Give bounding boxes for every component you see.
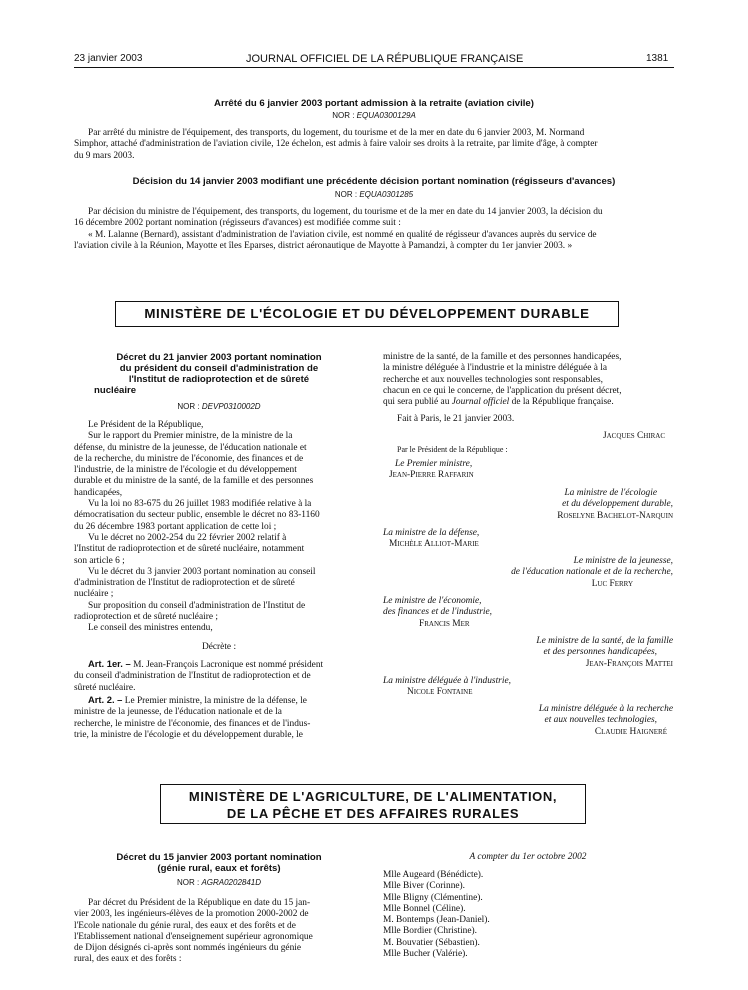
signatory-role: Le ministre de l'économie,	[383, 596, 482, 606]
body-line: l'industrie, de la ministre de l'écologie et du développement	[74, 465, 297, 476]
body-line: 16 décembre 2002 portant nomination (régisseurs d'avances) est modifiée comme suit :	[74, 218, 401, 229]
signatory-name: Michèle Alliot-Marie	[389, 539, 479, 550]
list-item: Mlle Bucher (Valérie).	[383, 949, 468, 960]
signatory-role: Le ministre de la santé, de la famille	[536, 636, 673, 646]
body-line: vier 2003, les ingénieurs-élèves de la promotion 2000-2002 de	[74, 909, 309, 920]
nominees-list	[383, 870, 673, 960]
signatory-name: Claudie Haigneré	[594, 726, 667, 737]
list-item: M. Bouvatier (Sébastien).	[383, 937, 480, 948]
list-item: Mlle Bonnel (Céline).	[383, 903, 466, 914]
body-line: l'aviation civile à la Réunion, Mayotte et îles Eparses, district aéronautique de Mayotte à Pamandzi, à compter du 1er janvier 2003. »	[74, 240, 573, 251]
body-line: du 9 mars 2003.	[74, 150, 135, 161]
body-line: l'Etablissement national d'enseignement supérieur agronomique	[74, 931, 313, 942]
decret-genie-rural-title	[74, 852, 364, 874]
title-line: nucléaire	[94, 385, 137, 396]
body-line: rural, des eaux et des forêts :	[74, 954, 182, 965]
nor-label: NOR :	[177, 402, 200, 411]
article-1	[74, 658, 364, 694]
nor-label: NOR :	[334, 190, 358, 199]
body-line: démocratisation du secteur public, ensemble le décret no 83-1160	[74, 510, 320, 521]
decret-radioprotection-title	[74, 352, 364, 396]
body-line: l'Ecole nationale du génie rural, des eaux et des forêts et de	[74, 920, 296, 931]
body-line: Par décision du ministre de l'équipement, des transports, du logement, du tourisme et de la mer en date du 14 janvier 2003, la décision du	[88, 207, 603, 217]
decret-radioprotection-preamble	[74, 420, 364, 635]
nor-label: NOR :	[332, 111, 355, 120]
signatory-role: La ministre de l'écologie	[564, 488, 657, 498]
title-line: Décret du 21 janvier 2003 portant nomination	[116, 352, 322, 363]
signature-economie	[383, 596, 492, 630]
body-line: de la recherche, du ministre de l'économie, des finances et de	[74, 453, 304, 464]
body-line: Vu la loi no 83-675 du 26 juillet 1983 modifiée relative à la	[88, 499, 312, 510]
list-item: Mlle Augeard (Bénédicte).	[383, 870, 484, 880]
body-line: Vu le décret no 2002-254 du 22 février 2002 relatif à	[88, 532, 287, 543]
nor-code: AGRA0202841D	[201, 878, 262, 887]
title-line: (génie rural, eaux et forêts)	[157, 863, 281, 874]
header-journal-title: JOURNAL OFFICIEL DE LA RÉPUBLIQUE FRANÇAISE	[246, 53, 524, 65]
body-line: la ministre déléguée à l'industrie et la ministre déléguée à la	[383, 363, 607, 374]
signatory-name: Roselyne Bachelot-Narquin	[557, 510, 673, 521]
article-label: Art. 2. –	[88, 694, 123, 705]
list-item: Mlle Bordier (Christine).	[383, 926, 477, 937]
body-line: de la République française.	[511, 397, 614, 408]
body-line: radioprotection et de sûreté nucléaire ;	[74, 612, 218, 623]
signature-defense	[383, 528, 479, 551]
ministry-agriculture-heading	[160, 784, 586, 824]
decision-title: Décision du 14 janvier 2003 modifiant une précédente décision portant nomination (régisseurs d'avances)	[132, 176, 616, 187]
signatory-role: La ministre déléguée à la recherche	[538, 704, 673, 714]
decret-genie-rural-nor	[74, 878, 364, 887]
body-line: Par décret du Président de la République en date du 15 jan-	[88, 898, 311, 908]
body-line: Par arrêté du ministre de l'équipement, des transports, du logement, du tourisme et de la mer en date du 6 janvier 2003, M. Normand	[88, 128, 585, 138]
body-line: handicapées,	[74, 487, 123, 498]
body-line: de Dijon désignés ci-après sont nommés ingénieurs du génie	[74, 943, 302, 954]
title-line: du président du conseil d'administration de	[119, 363, 319, 374]
signatory-role: La ministre déléguée à l'industrie,	[383, 676, 511, 686]
heading-line: DE LA PÊCHE ET DES AFFAIRES RURALES	[226, 806, 520, 821]
header-date: 23 janvier 2003	[74, 53, 143, 64]
par-le-president: Par le Président de la République :	[397, 445, 508, 454]
body-line: du 26 décembre 1983 portant application de cette loi ;	[74, 521, 277, 532]
signatory-name: Nicole Fontaine	[407, 687, 473, 698]
nor-code: EQUA0301285	[359, 190, 414, 199]
body-line: l'Institut de radioprotection et de sûreté nucléaire, notamment	[74, 544, 305, 555]
body-line: Sur proposition du conseil d'administration de l'Institut de	[88, 600, 306, 611]
signatory-role: La ministre de la défense,	[383, 528, 480, 538]
nor-code: EQUA0300129A	[356, 111, 416, 120]
body-line: d'administration de l'Institut de radioprotection et de sûreté	[74, 578, 295, 589]
body-line: « M. Lalanne (Bernard), assistant d'administration de l'aviation civile, est nommé en qualité de régisseur d'avances auprès du service de	[88, 229, 597, 240]
heading-line: MINISTÈRE DE L'AGRICULTURE, DE L'ALIMENTATION,	[188, 789, 558, 804]
signatory-role: Le Premier ministre,	[395, 459, 473, 469]
body-line: Simphor, attaché d'administration de l'aviation civile, 12e échelon, est admis à faire valoir ses droits à la retraite, par limite d'âge, à compter	[74, 139, 598, 150]
decision-body	[74, 207, 674, 252]
title-line: Décret du 15 janvier 2003 portant nomination	[116, 852, 322, 863]
signatory-role: de l'éducation nationale et de la recherche,	[511, 567, 673, 578]
signature-sante	[383, 636, 673, 670]
nor-code: DEVP0310002D	[201, 402, 261, 411]
signature-ecologie	[383, 488, 673, 522]
body-line: qui sera publié au	[383, 397, 450, 408]
a-compter-heading: A compter du 1er octobre 2002	[469, 852, 587, 862]
body-line: Le Président de la République,	[88, 420, 204, 430]
title-line: l'Institut de radioprotection et de sûreté	[128, 374, 310, 385]
body-line: recherche et aux nouvelles technologies sont responsables,	[383, 374, 603, 385]
body-line: son article 6 ;	[74, 555, 125, 566]
header-page-number: 1381	[646, 53, 669, 64]
signatory-name: Jean-Pierre Raffarin	[389, 470, 474, 481]
arrete-title: Arrêté du 6 janvier 2003 portant admission à la retraite (aviation civile)	[214, 98, 534, 109]
ministry-ecologie-heading: MINISTÈRE DE L'ÉCOLOGIE ET DU DÉVELOPPEMENT DURABLE	[115, 301, 619, 327]
nor-label: NOR :	[176, 878, 200, 887]
signature-premier-ministre	[389, 459, 474, 482]
body-line: Vu le décret du 3 janvier 2003 portant nomination au conseil	[88, 566, 316, 577]
fait-a-paris: Fait à Paris, le 21 janvier 2003.	[397, 414, 515, 424]
decret-radioprotection-nor	[74, 402, 364, 411]
signatory-name: Luc Ferry	[591, 578, 633, 589]
list-item: M. Bontemps (Jean-Daniel).	[383, 915, 490, 926]
signatory-name: Jean-François Mattei	[585, 658, 673, 669]
body-line: chacun en ce qui le concerne, de l'application du présent décret,	[383, 385, 622, 396]
list-item: Mlle Biver (Corinne).	[383, 881, 466, 892]
signature-jeunesse	[383, 556, 673, 590]
body-line: ministre de la jeunesse, de l'éducation nationale et de la	[74, 707, 282, 718]
article-2-continued	[383, 352, 673, 408]
header-rule	[74, 67, 674, 68]
arrete-nor	[74, 111, 674, 120]
body-line: trie, la ministre de l'écologie et du développement durable, le	[74, 729, 303, 740]
body-line: ministre de la santé, de la famille et des personnes handicapées,	[383, 352, 622, 362]
signature-recherche	[383, 704, 673, 738]
body-line: Le conseil des ministres entendu,	[88, 623, 213, 634]
signatory-role: des finances et de l'industrie,	[383, 607, 493, 618]
body-line: nucléaire ;	[74, 589, 114, 600]
body-line: défense, du ministre de la jeunesse, de l'éducation nationale et	[74, 442, 307, 453]
body-line: Le Premier ministre, la ministre de la défense, le	[124, 696, 307, 706]
signatory-role: et aux nouvelles technologies,	[544, 715, 657, 726]
signature-industrie	[383, 676, 511, 699]
journal-officiel-ref: Journal officiel	[451, 397, 510, 408]
signatory-role: et du développement durable,	[562, 499, 673, 510]
body-line: sûreté nucléaire.	[74, 682, 136, 693]
signatory-role: et des personnes handicapées,	[543, 647, 657, 658]
article-label: Art. 1er. –	[88, 658, 131, 669]
signatory-name: Francis Mer	[419, 618, 470, 629]
body-line: Sur le rapport du Premier ministre, de la ministre de la	[88, 431, 293, 442]
decret-genie-rural-body	[74, 898, 364, 966]
body-line: du conseil d'administration de l'Institut de radioprotection et de	[74, 671, 311, 682]
list-item: Mlle Bligny (Clémentine).	[383, 892, 483, 903]
president-signature: Jacques Chirac	[602, 431, 665, 441]
decision-nor	[74, 190, 674, 199]
body-line: durable et du ministre de la santé, de la famille et des personnes	[74, 476, 314, 487]
signatory-role: Le ministre de la jeunesse,	[573, 556, 673, 566]
article-2	[74, 694, 364, 741]
page-header	[0, 0, 748, 68]
body-line: recherche, le ministre de l'économie, des finances et de l'indus-	[74, 718, 311, 729]
body-line: M. Jean-François Lacronique est nommé président	[133, 660, 324, 670]
arrete-body	[74, 128, 674, 162]
decrete-heading: Décrète :	[201, 642, 237, 652]
